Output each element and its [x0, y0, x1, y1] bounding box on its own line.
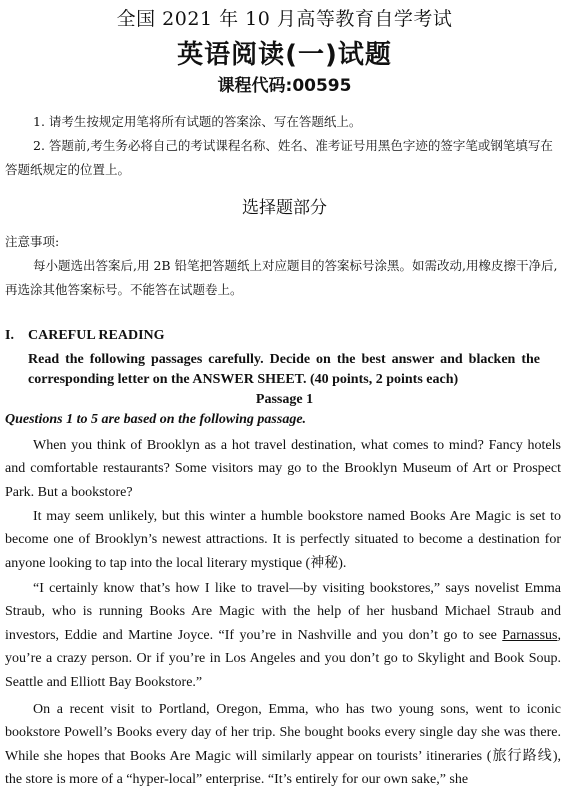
part-heading: CAREFUL READING [28, 328, 165, 343]
questions-note: Questions 1 to 5 are based on the following passage. [5, 412, 307, 427]
passage-paragraph-4: On a recent visit to Portland, Oregon, Emma, who has two young sons, went to iconic bookstore Powell’s Books every day of her trip. She bought books every single day she was there. While she hopes that Books Are Magic will similarly appear on tourists’ itineraries (旅行路线), the store is more of a “hyper-local” enterprise. “It’s entirely for our own sake,” she [5, 702, 561, 788]
course-code: 课程代码:00595 [217, 76, 352, 96]
note-1 [5, 110, 561, 134]
paragraph-3-part-b: , you’re a crazy person. Or if you’re in Los Angeles and you don’t go to Skylight and Book Soup. Seattle and Elliott Bay Bookstore.” [5, 627, 561, 690]
passage-paragraph-1: When you think of Brooklyn as a hot travel destination, what comes to mind? Fancy hotels and comfortable restaurants? Some visitors may go to the Brooklyn Museum of Art or Prospect Park. But a bookstore? [5, 438, 561, 500]
passage-paragraph-3 [5, 577, 561, 694]
note-1-text: 1. 请考生按规定用笔将所有试题的答案涂、写在答题纸上。 [33, 114, 362, 129]
part-instructions: Read the following passages carefully. Decide on the best answer and blacken the corresponding letter on the ANSWER SHEET. (40 points, 2 points each) [28, 352, 540, 387]
note-2: 2. 答题前,考生务必将自己的考试课程名称、姓名、准考证号用黑色字迹的签字笔或钢笔填写在答题纸规定的位置上。 [5, 138, 553, 177]
part-numeral: I. [5, 328, 14, 343]
notice-label: 注意事项: [5, 234, 60, 249]
section-title: 选择题部分 [242, 198, 327, 218]
parnassus-link: Parnassus [502, 627, 558, 643]
passage-label: Passage 1 [255, 392, 314, 407]
exam-title: 全国 2021 年 10 月高等教育自学考试 [116, 8, 453, 30]
notice-text: 每小题选出答案后,用 2B 铅笔把答题纸上对应题目的答案标号涂黑。如需改动,用橡皮擦干净后,再选涂其他答案标号。不能答在试题卷上。 [5, 258, 558, 297]
paragraph-3-part-a: “I certainly know that’s how I like to travel—by visiting bookstores,” says novelist Emma Straub, who is running Books Are Magic with the help of her husband Michael Straub and investors, Eddie and Martine Joyce. “If you’re in Nashville and you don’t go to see [5, 581, 561, 643]
passage-paragraph-2: It may seem unlikely, but this winter a humble bookstore named Books Are Magic is set to become one of Brooklyn’s newest attractions. It is perfectly situated to become a destination for anyone looking to tap into the local literary mystique (神秘). [5, 509, 561, 571]
subject-title: 英语阅读(一)试题 [177, 40, 392, 70]
